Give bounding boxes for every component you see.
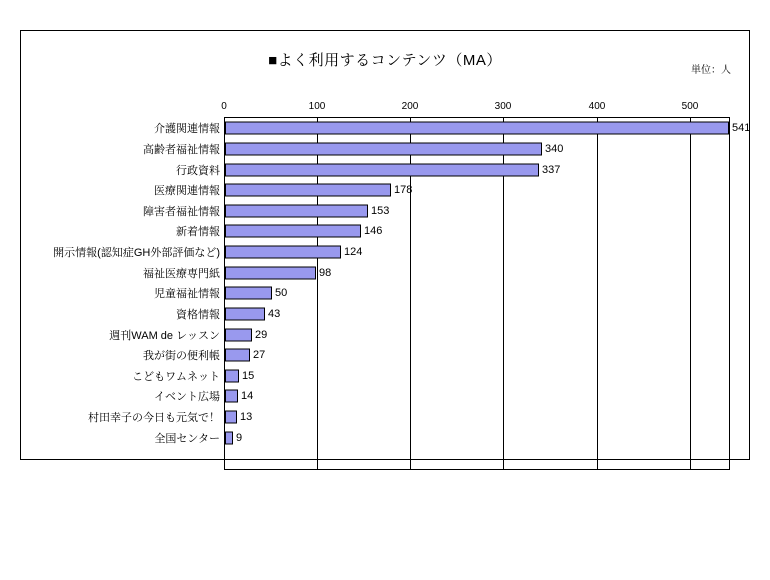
bar-value-label: 14 <box>241 390 254 403</box>
category-label: こどもワムネット <box>132 370 220 383</box>
bar-value-label: 340 <box>545 142 564 155</box>
bar-row <box>176 304 729 325</box>
bar <box>225 246 341 259</box>
bar <box>225 142 542 155</box>
bar-row <box>109 324 729 345</box>
category-label: 行政資料 <box>176 164 220 177</box>
unit-note: 単位：人 <box>691 65 731 76</box>
category-label: 開示情報(認知症GH外部評価など) <box>53 247 220 260</box>
category-label: 週刊WAM de レッスン <box>109 329 220 342</box>
bar <box>225 287 272 300</box>
bar-row <box>132 366 729 387</box>
bar <box>225 328 252 341</box>
category-label: 我が街の便利帳 <box>143 350 220 363</box>
x-tick-label: 400 <box>588 101 606 112</box>
category-label: 医療関連情報 <box>154 185 220 198</box>
bar-row <box>143 201 729 222</box>
bar-row <box>154 180 729 201</box>
category-label: 村田幸子の今日も元気で！ <box>88 412 220 425</box>
bar-value-label: 153 <box>371 204 390 217</box>
bar-row <box>143 345 729 366</box>
plot-area <box>53 101 754 470</box>
category-label: 障害者福祉情報 <box>143 205 220 218</box>
bar-row <box>88 407 729 428</box>
bar <box>225 225 361 238</box>
bar <box>225 349 250 362</box>
category-label: 児童福祉情報 <box>154 288 220 301</box>
bar <box>225 431 233 444</box>
bar <box>225 369 239 382</box>
bar-value-label: 29 <box>255 328 268 341</box>
x-tick-label: 0 <box>221 101 227 112</box>
bar <box>225 184 391 197</box>
bar-value-label: 98 <box>319 266 332 279</box>
category-label: 高齢者福祉情報 <box>143 143 220 156</box>
bar-row <box>143 262 729 283</box>
bar <box>225 204 368 217</box>
x-tick-label: 300 <box>494 101 512 112</box>
x-tick-label: 200 <box>401 101 419 112</box>
bar-value-label: 15 <box>242 369 255 382</box>
bar-value-label: 9 <box>236 431 243 444</box>
bar-value-label: 337 <box>542 163 561 176</box>
bar <box>225 266 316 279</box>
bar-rows <box>53 118 751 469</box>
bar-row <box>143 139 729 160</box>
chart-title: ■よく利用するコンテンツ（MA） <box>268 52 502 69</box>
bar <box>225 163 539 176</box>
x-tick-label: 100 <box>308 101 326 112</box>
bar-row <box>154 283 729 304</box>
bar-value-label: 43 <box>268 307 281 320</box>
bar-value-label: 146 <box>364 225 383 238</box>
bar <box>225 122 729 135</box>
chart-frame <box>20 30 750 460</box>
category-label: 新着情報 <box>176 226 220 239</box>
bar-value-label: 178 <box>394 184 413 197</box>
category-label: 介護関連情報 <box>154 123 220 136</box>
x-tick-label: 500 <box>681 101 699 112</box>
bar-value-label: 541 <box>732 122 751 135</box>
bar-row <box>176 221 729 242</box>
bar-value-label: 50 <box>275 287 288 300</box>
bar-row <box>154 386 729 407</box>
category-label: 資格情報 <box>176 308 220 321</box>
bar-row <box>176 159 729 180</box>
bar <box>225 390 238 403</box>
bar-value-label: 27 <box>253 349 266 362</box>
bar <box>225 411 237 424</box>
bar-value-label: 13 <box>240 411 253 424</box>
bar-row <box>154 118 751 139</box>
category-label: イベント広場 <box>154 391 220 404</box>
bar <box>225 307 265 320</box>
bar-row <box>53 242 729 263</box>
bar-row <box>154 427 729 448</box>
bar-value-label: 124 <box>344 246 363 259</box>
category-label: 全国センター <box>154 432 220 445</box>
category-label: 福祉医療専門紙 <box>143 267 220 280</box>
